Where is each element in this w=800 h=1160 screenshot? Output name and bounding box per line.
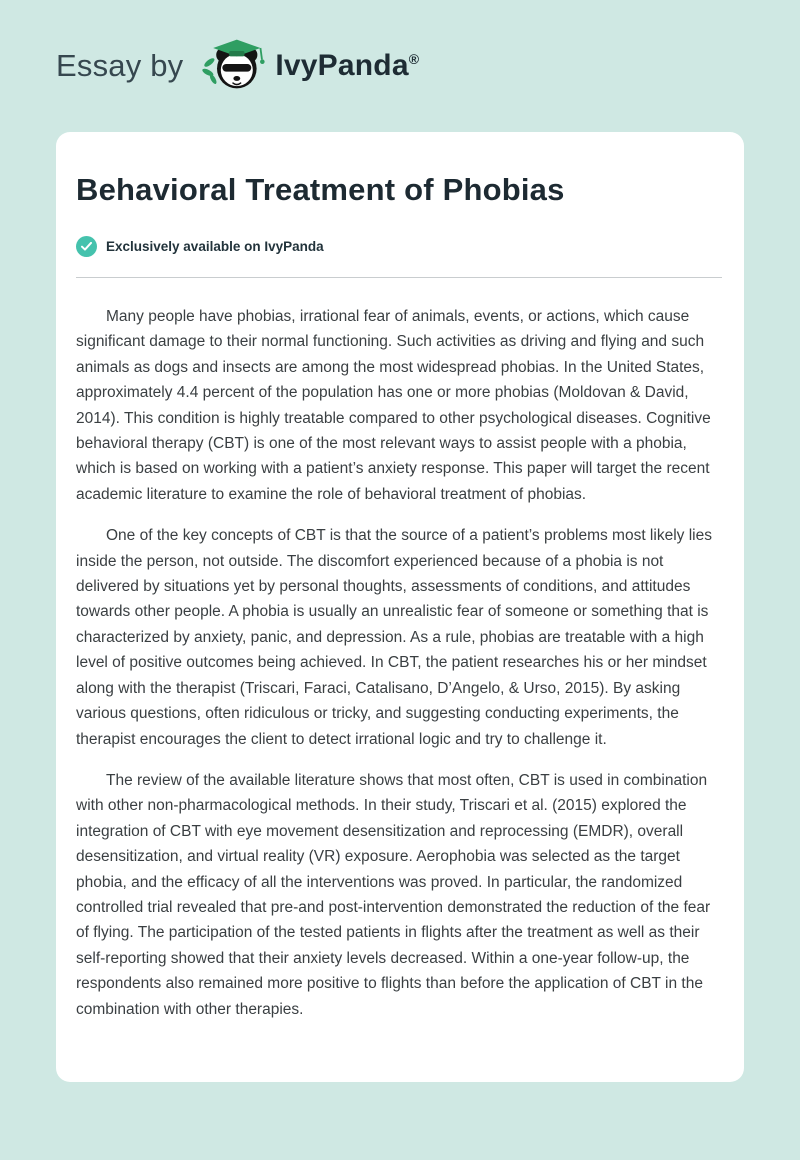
essay-body — [76, 304, 722, 1022]
essay-card — [56, 132, 744, 1082]
ivypanda-brand-link[interactable] — [201, 35, 419, 98]
essay-title: Behavioral Treatment of Phobias — [76, 172, 565, 207]
essay-by-label: Essay by — [56, 48, 184, 83]
brand-name: IvyPanda® — [275, 49, 420, 82]
essay-paragraph-3: The review of the available literature shows that most often, CBT is used in combination with other non-pharmacological methods. In their study, Triscari et al. (2015) explored the integration of CBT with eye movement desensitization and reprocessing (EMDR), overall desensitization, and virtual reality (VR) exposure. Aerophobia was selected as the target phobia, and the efficacy of all the interventions was proved. In particular, the randomized controlled trial revealed that pre-and post-intervention demonstrated the reduction of the fear of flying. The participation of the tested patients in flights after the treatment as well as their self-reporting showed that their anxiety levels decreased. Within a one-year follow-up, the respondents also remained more positive to flights than before the application of CBT in the combination with other therapies. — [76, 771, 711, 1018]
page-header — [0, 0, 800, 132]
registered-mark: ® — [408, 51, 420, 67]
availability-badge — [76, 236, 722, 257]
ivypanda-logo-icon — [201, 35, 275, 98]
header-divider — [76, 277, 722, 278]
essay-paragraph-2: One of the key concepts of CBT is that the source of a patient’s problems most likely lies inside the person, not outside. The discomfort experienced because of a phobia is not delivered by situations yet by personal thoughts, assessments of conditions, and attitudes towards other people. A phobia is usually an unrealistic fear of someone or something that is characterized by anxiety, panic, and depression. As a rule, phobias are treatable with a high level of positive outcomes being achieved. In CBT, the patient researches his or her mindset along with the therapist (Triscari, Faraci, Catalisano, D’Angelo, & Urso, 2015). By asking various questions, often ridiculous or tricky, and suggesting conducting experiments, the therapist encourages the client to detect irrational logic and try to challenge it. — [76, 527, 712, 748]
availability-badge-label: Exclusively available on IvyPanda — [106, 239, 324, 254]
essay-paragraph-1: Many people have phobias, irrational fear of animals, events, or actions, which cause significant damage to their normal functioning. Such activities as driving and flying and such animals as dogs and insects are among the most widespread phobias. In the United States, approximately 4.4 percent of the population has one or more phobias (Moldovan & David, 2014). This condition is highly treatable compared to other psychological diseases. Cognitive behavioral therapy (CBT) is one of the most relevant ways to assist people with a phobia, which is based on working with a patient’s anxiety response. This paper will target the recent academic literature to examine the role of behavioral treatment of phobias. — [76, 308, 711, 503]
check-icon — [76, 236, 97, 257]
